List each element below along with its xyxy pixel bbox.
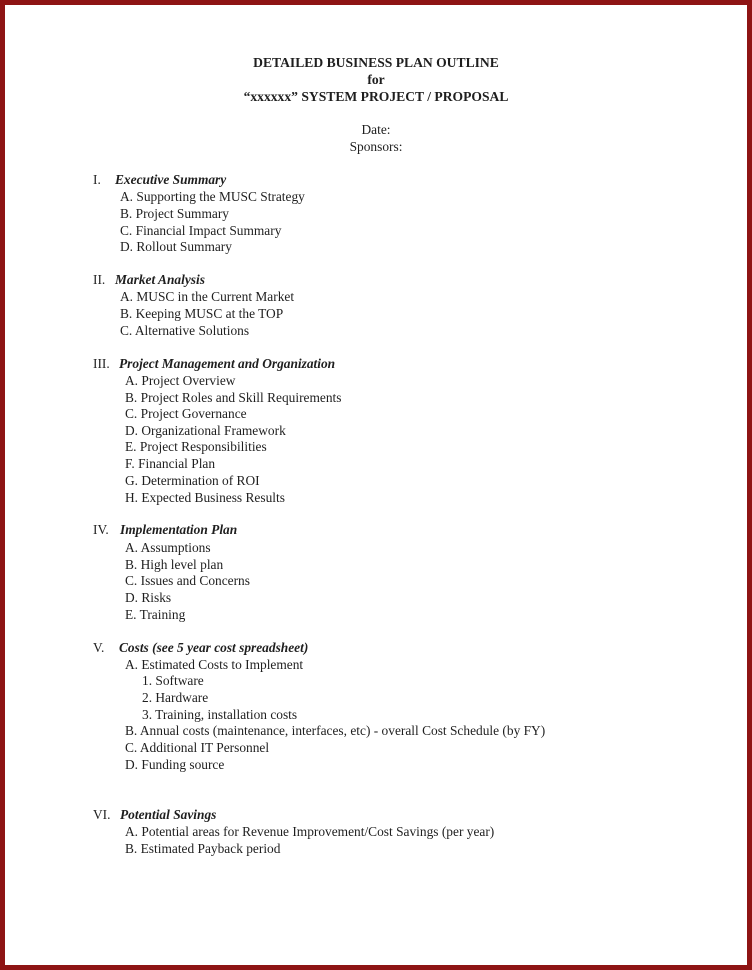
list-item: A. Estimated Costs to Implement	[125, 657, 304, 672]
section-heading-project-management	[93, 356, 335, 372]
list-item: D. Risks	[125, 590, 172, 605]
section-heading-costs	[93, 640, 308, 656]
section-title: Executive Summary	[115, 172, 227, 187]
list-item: C. Project Governance	[125, 406, 247, 421]
section-title: Market Analysis	[115, 272, 205, 287]
list-item: B. Estimated Payback period	[125, 841, 281, 856]
list-item: C. Issues and Concerns	[125, 573, 250, 588]
section-heading-market-analysis	[93, 272, 205, 288]
list-item: B. High level plan	[125, 557, 224, 572]
section-title: Costs (see 5 year cost spreadsheet)	[119, 640, 309, 655]
list-item: D. Rollout Summary	[120, 239, 232, 254]
list-item: A. Assumptions	[125, 540, 211, 555]
list-item: A. MUSC in the Current Market	[120, 289, 295, 304]
list-item: A. Supporting the MUSC Strategy	[120, 189, 305, 204]
document-title-for: for	[367, 72, 385, 87]
list-item: E. Training	[125, 607, 186, 622]
section-number: I.	[93, 172, 101, 187]
list-item: 2. Hardware	[142, 690, 209, 705]
list-item: H. Expected Business Results	[125, 490, 285, 505]
document-title: DETAILED BUSINESS PLAN OUTLINE	[253, 55, 499, 70]
list-item: B. Annual costs (maintenance, interfaces, etc) - overall Cost Schedule (by FY)	[125, 723, 546, 738]
list-item: 3. Training, installation costs	[142, 707, 298, 722]
section-heading-implementation-plan	[93, 522, 237, 538]
section-number: VI.	[93, 807, 111, 822]
list-item: B. Project Roles and Skill Requirements	[125, 390, 342, 405]
section-heading-executive-summary	[93, 172, 226, 188]
list-item: B. Project Summary	[120, 206, 229, 221]
section-number: III.	[93, 356, 110, 371]
list-item: C. Additional IT Personnel	[125, 740, 270, 755]
section-title: Implementation Plan	[120, 522, 238, 537]
list-item: C. Financial Impact Summary	[120, 223, 282, 238]
date-label: Date:	[361, 122, 391, 137]
list-item: F. Financial Plan	[125, 456, 216, 471]
list-item: D. Funding source	[125, 757, 225, 772]
section-number: V.	[93, 640, 105, 655]
section-title: Project Management and Organization	[119, 356, 336, 371]
list-item: E. Project Responsibilities	[125, 439, 267, 454]
list-item: 1. Software	[142, 673, 204, 688]
section-title: Potential Savings	[120, 807, 217, 822]
list-item: G. Determination of ROI	[125, 473, 260, 488]
list-item: A. Project Overview	[125, 373, 236, 388]
list-item: C. Alternative Solutions	[120, 323, 250, 338]
list-item: A. Potential areas for Revenue Improvement/Cost Savings (per year)	[125, 824, 495, 839]
section-number: IV.	[93, 522, 109, 537]
document-subtitle: “xxxxxx” SYSTEM PROJECT / PROPOSAL	[243, 89, 509, 104]
section-number: II.	[93, 272, 106, 287]
sponsors-label: Sponsors:	[349, 139, 403, 154]
section-heading-potential-savings	[93, 807, 216, 823]
list-item: B. Keeping MUSC at the TOP	[120, 306, 284, 321]
list-item: D. Organizational Framework	[125, 423, 286, 438]
